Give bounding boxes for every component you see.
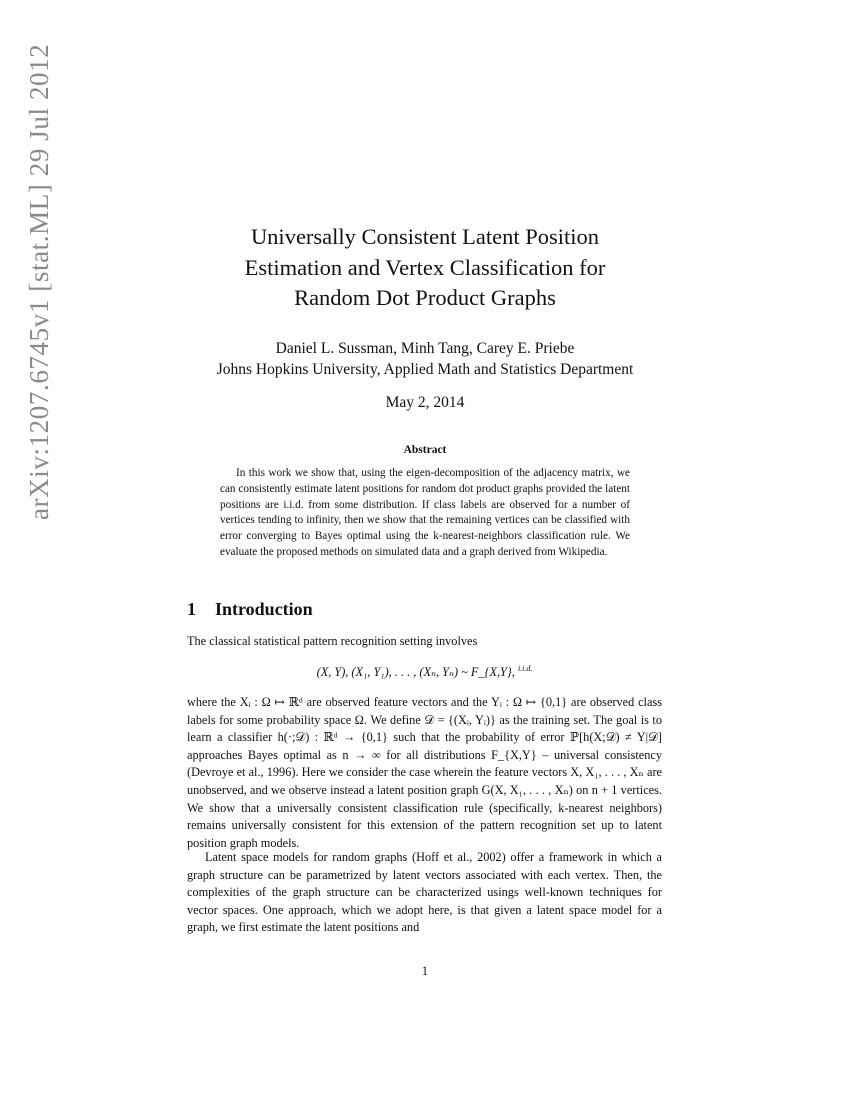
section-number: 1: [187, 599, 196, 619]
section-heading: [187, 599, 313, 620]
author-affiliation: Johns Hopkins University, Applied Math and Statistics Department: [216, 361, 634, 378]
section-title: Introduction: [215, 599, 313, 619]
equation-superscript: i.i.d.: [517, 664, 533, 673]
arxiv-stamp: [0, 0, 60, 1100]
intro-paragraph-1: [187, 633, 662, 651]
intro-paragraph-1-text: The classical statistical pattern recognition setting involves: [187, 634, 478, 648]
author-names: Daniel L. Sussman, Minh Tang, Carey E. Priebe: [275, 340, 575, 357]
title-line-3: Random Dot Product Graphs: [294, 285, 556, 310]
display-equation: [187, 664, 662, 680]
intro-paragraph-2: [187, 694, 662, 852]
paper-title: [150, 222, 700, 314]
abstract-heading: Abstract: [403, 444, 447, 456]
equation-text: (X, Y), (X₁, Y₁), . . . , (Xₙ, Yₙ) ~ F_{X,Y},: [316, 665, 515, 680]
title-line-1: Universally Consistent Latent Position: [250, 224, 600, 249]
author-block: [150, 338, 700, 380]
title-line-2: Estimation and Vertex Classification for: [244, 254, 606, 280]
arxiv-identifier: arXiv:1207.6745v1 [stat.ML] 29 Jul 2012: [24, 43, 54, 520]
abstract-text: In this work we show that, using the eigen-decomposition of the adjacency matrix, we can consistently estimate latent positions for random dot product graphs provided the latent positions are i.i.d. from some distribution. If class labels are observed for a number of vertices tending to infinity, then we show that the remaining vertices can be classified with error converging to Bayes optimal using the k-nearest-neighbors classification rule. We evaluate the proposed methods on simulated data and a graph derived from Wikipedia.: [220, 467, 630, 558]
page-number: 1: [421, 964, 429, 978]
intro-paragraph-3-text: Latent space models for random graphs (Hoff et al., 2002) offer a framework in which a graph structure can be parametrized by latent vectors associated with each vertex. Then, the complexities of the graph structure can be characterized usings well-known techniques for vector spaces. One approach, which we adopt here, is that given a latent space model for a graph, we first estimate the latent positions and: [187, 850, 662, 935]
paper-date: May 2, 2014: [385, 394, 465, 411]
intro-paragraph-3: [187, 849, 662, 937]
intro-paragraph-2-text: where the Xᵢ : Ω ↦ ℝᵈ are observed feature vectors and the Yᵢ : Ω ↦ {0,1} are observed class labels for some probability space Ω. We define 𝒟 = {(Xᵢ, Yᵢ)} as the training set. The goal is to learn a classifier h(·;𝒟) : ℝᵈ → {0,1} such that the probability of error ℙ[h(X;𝒟) ≠ Y|𝒟] approaches Bayes optimal as n → ∞ for all distributions F_{X,Y} – universal consistency (Devroye et al., 1996). Here we consider the case wherein the feature vectors X, X₁, . . . , Xₙ are unobserved, and we observe instead a latent position graph G(X, X₁, . . . , Xₙ) on n + 1 vertices. We show that a universally consistent classification rule (specifically, k-nearest neighbors) remains universally consistent for this extension of the pattern recognition set up to latent position graph models.: [187, 695, 662, 850]
